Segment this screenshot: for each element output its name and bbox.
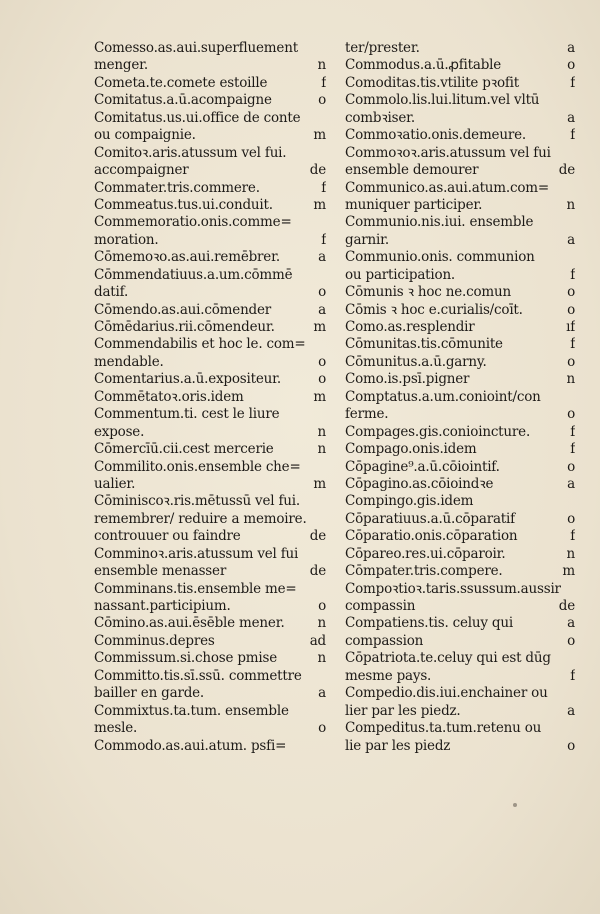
entry-text: Compago.onis.idem — [345, 441, 477, 458]
ink-speck — [513, 803, 517, 807]
dictionary-line — [94, 336, 326, 353]
gender-mark: a — [567, 40, 575, 56]
dictionary-line — [345, 110, 575, 127]
entry-text: Comentarius.a.ū.expositeur. — [94, 371, 282, 388]
dictionary-line — [94, 110, 326, 127]
gender-mark: de — [558, 162, 575, 179]
entry-text: Compingo.gis.idem — [345, 493, 474, 510]
entry-text: Commemoratio.onis.comme= — [94, 214, 292, 231]
gender-mark: n — [566, 545, 575, 562]
gender-mark: n — [566, 371, 575, 388]
gender-mark: f — [570, 336, 575, 353]
dictionary-line — [94, 284, 326, 301]
gender-mark: f — [570, 423, 575, 440]
entry-text: combꝛiser. — [345, 109, 416, 126]
gender-mark — [571, 650, 575, 667]
gender-mark — [322, 110, 326, 127]
dictionary-line — [345, 371, 575, 388]
dictionary-line — [94, 214, 326, 231]
gender-mark — [571, 685, 575, 702]
gender-mark — [322, 145, 326, 162]
entry-text: Commissum.si.chose pmise — [94, 650, 278, 667]
dictionary-line — [345, 668, 575, 685]
entry-text: Cōmunis ꝛ hoc ne.comun — [345, 284, 512, 301]
gender-mark: o — [318, 284, 326, 301]
gender-mark — [322, 581, 326, 598]
gender-mark: o — [567, 458, 575, 475]
gender-mark: m — [313, 475, 326, 492]
dictionary-line — [345, 197, 575, 214]
dictionary-line — [94, 476, 326, 493]
entry-text: controuuer ou faindre — [94, 528, 241, 545]
entry-text: ensemble demourer — [345, 162, 479, 179]
entry-text: Committo.tis.sī.ssū. commettre — [94, 667, 302, 684]
entry-text: Cōminiscoꝛ.ris.mētussū vel fui. — [94, 493, 300, 510]
gender-mark: n — [317, 423, 326, 440]
dictionary-line — [94, 232, 326, 249]
entry-text: Cōmēdarius.rii.cōmendeur. — [94, 319, 275, 335]
entry-text: Cōmunitas.tis.cōmunite — [345, 336, 503, 353]
dictionary-line — [94, 180, 326, 197]
gender-mark — [571, 581, 575, 598]
entry-text: Compeditus.ta.tum.retenu ou — [345, 720, 542, 737]
dictionary-line — [94, 563, 326, 580]
dictionary-line — [345, 703, 575, 720]
dictionary-line — [94, 249, 326, 266]
entry-text: Cōparatio.onis.cōparation — [345, 528, 518, 545]
entry-text: Comesso.as.aui.superfluement — [94, 40, 298, 56]
dictionary-line — [94, 546, 326, 563]
entry-text: Cōmendo.as.aui.cōmender — [94, 301, 272, 318]
dictionary-line — [94, 738, 326, 755]
entry-text: menger. — [94, 57, 148, 74]
dictionary-line — [94, 40, 330, 57]
gender-mark: o — [567, 632, 575, 649]
dictionary-line — [345, 406, 575, 423]
entry-text: Commixtus.ta.tum. ensemble — [94, 702, 289, 719]
dictionary-line — [345, 476, 575, 493]
gender-mark: o — [567, 406, 575, 423]
gender-mark — [571, 389, 575, 406]
gender-mark: a — [318, 685, 326, 702]
dictionary-line — [94, 319, 326, 336]
gender-mark: de — [309, 563, 326, 580]
dictionary-line — [345, 511, 575, 528]
entry-text: Commoꝛatio.onis.demeure. — [345, 127, 526, 144]
entry-text: Commodo.as.aui.atum. psfi= — [94, 737, 287, 754]
entry-text: Compedio.dis.iui.enchainer ou — [345, 685, 548, 702]
dictionary-line — [94, 197, 326, 214]
dictionary-line — [94, 92, 326, 109]
gender-mark: o — [318, 92, 326, 109]
entry-text: Commilito.onis.ensemble che= — [94, 458, 301, 475]
dictionary-line — [345, 40, 575, 57]
gender-mark: n — [566, 196, 575, 213]
dictionary-line — [345, 57, 575, 74]
gender-mark: o — [567, 353, 575, 370]
gender-mark: a — [318, 301, 326, 318]
dictionary-line — [94, 441, 326, 458]
dictionary-line — [94, 127, 326, 144]
dictionary-line — [345, 145, 575, 162]
entry-text: expose. — [94, 423, 145, 440]
entry-text: compassion — [345, 632, 424, 649]
dictionary-line — [345, 232, 575, 249]
entry-text: lier par les piedz. — [345, 702, 461, 719]
gender-mark: o — [567, 301, 575, 318]
gender-mark: n — [317, 57, 326, 74]
gender-mark: o — [318, 353, 326, 370]
dictionary-line — [94, 145, 326, 162]
dictionary-line — [94, 75, 326, 92]
dictionary-line — [345, 493, 575, 510]
entry-text: bailler en garde. — [94, 685, 205, 702]
gender-mark — [571, 720, 575, 737]
dictionary-line — [94, 581, 326, 598]
entry-text: ualier. — [94, 475, 136, 492]
entry-text: Cometa.te.comete estoille — [94, 74, 268, 91]
gender-mark: a — [318, 249, 326, 266]
dictionary-line — [94, 354, 326, 371]
gender-mark — [571, 180, 575, 197]
entry-text: lie par les piedz — [345, 737, 451, 754]
dictionary-line — [345, 720, 575, 737]
dictionary-line — [345, 162, 575, 179]
entry-text: ou compaignie. — [94, 127, 196, 144]
dictionary-line — [345, 441, 575, 458]
entry-text: ensemble menasser — [94, 563, 227, 580]
dictionary-line — [345, 738, 575, 755]
entry-text: Cōmunitus.a.ū.garny. — [345, 353, 487, 370]
entry-text: Comptatus.a.um.conioint/con — [345, 388, 541, 405]
gender-mark: o — [567, 737, 575, 754]
entry-text: ou participation. — [345, 266, 456, 283]
entry-text: Cōparatiuus.a.ū.cōparatif — [345, 510, 515, 527]
entry-text: datif. — [94, 284, 129, 301]
entry-text: ferme. — [345, 406, 389, 423]
gender-mark — [571, 145, 575, 162]
dictionary-line — [345, 127, 575, 144]
gender-mark — [322, 214, 326, 231]
dictionary-line — [345, 546, 575, 563]
right-column — [345, 40, 575, 755]
dictionary-line — [94, 615, 326, 632]
dictionary-line — [345, 581, 575, 598]
dictionary-line — [345, 214, 575, 231]
gender-mark: f — [570, 74, 575, 91]
gender-mark: f — [570, 528, 575, 545]
dictionary-line — [345, 319, 575, 336]
dictionary-line — [345, 389, 575, 406]
entry-text: Cōmpater.tris.compere. — [345, 563, 503, 580]
dictionary-line — [345, 267, 575, 284]
dictionary-line — [94, 459, 326, 476]
entry-text: Comitoꝛ.aris.atussum vel fui. — [94, 144, 287, 161]
entry-text: Commentum.ti. cest le liure — [94, 406, 280, 423]
entry-text: Compatiens.tis. celuy qui — [345, 615, 513, 632]
entry-text: Cōpatriota.te.celuy qui est dūg — [345, 650, 551, 667]
dictionary-line — [94, 511, 326, 528]
dictionary-line — [345, 249, 575, 266]
gender-mark: o — [318, 371, 326, 388]
gender-mark — [322, 459, 326, 476]
dictionary-line — [94, 162, 326, 179]
entry-text: muniquer participer. — [345, 196, 483, 213]
gender-mark: ıf — [566, 319, 575, 335]
gender-mark: m — [313, 319, 326, 335]
gender-mark: m — [313, 127, 326, 144]
dictionary-line — [345, 92, 575, 109]
gender-mark: o — [567, 57, 575, 74]
dictionary-line — [94, 493, 326, 510]
gender-mark — [571, 249, 575, 266]
gender-mark: m — [313, 196, 326, 213]
dictionary-line — [94, 650, 326, 667]
entry-text: accompaigner — [94, 162, 189, 179]
entry-text: Cōmercīū.cii.cest mercerie — [94, 441, 274, 458]
entry-text: Comminus.depres — [94, 632, 215, 649]
dictionary-line — [94, 720, 326, 737]
gender-mark: a — [567, 615, 575, 632]
dictionary-line — [94, 633, 326, 650]
entry-text: Cōpagine⁹.a.ū.cōiointif. — [345, 458, 500, 475]
gender-mark — [322, 336, 326, 353]
gender-mark — [322, 493, 326, 510]
dictionary-line — [345, 336, 575, 353]
dictionary-line — [345, 75, 575, 92]
dictionary-line — [94, 57, 326, 74]
dictionary-line — [94, 598, 326, 615]
dictionary-line — [94, 685, 326, 702]
dictionary-line — [345, 180, 575, 197]
entry-text: compassin — [345, 598, 416, 614]
entry-text: Commendabilis et hoc le. com= — [94, 336, 306, 353]
entry-text: Compoꝛtioꝛ.taris.ssussum.aussir — [345, 580, 561, 597]
gender-mark: o — [567, 510, 575, 527]
entry-text: mesme pays. — [345, 667, 432, 684]
dictionary-line — [345, 354, 575, 371]
gender-mark: f — [321, 231, 326, 248]
dictionary-line — [345, 424, 575, 441]
gender-mark — [322, 668, 326, 685]
dictionary-line — [94, 424, 326, 441]
gender-mark — [322, 267, 326, 284]
gender-mark: f — [570, 266, 575, 283]
dictionary-line — [345, 563, 575, 580]
gender-mark: a — [567, 231, 575, 248]
entry-text: Compages.gis.conioincture. — [345, 423, 531, 440]
entry-text: Cōpareo.res.ui.cōparoir. — [345, 545, 506, 562]
dictionary-line — [345, 302, 575, 319]
gender-mark: o — [318, 598, 326, 614]
entry-text: Cōmmendatiuus.a.um.cōmmē — [94, 266, 293, 283]
entry-text: mendable. — [94, 353, 164, 370]
dictionary-line — [345, 633, 575, 650]
dictionary-line — [345, 528, 575, 545]
gender-mark: a — [567, 109, 575, 126]
entry-text: Commolo.lis.lui.litum.vel vltū — [345, 92, 540, 109]
gender-mark — [326, 40, 330, 57]
dictionary-line — [345, 650, 575, 667]
gender-mark: a — [567, 702, 575, 719]
entry-text: remembrer/ reduire a memoire. — [94, 510, 307, 527]
gender-mark: de — [309, 528, 326, 545]
gender-mark: f — [321, 74, 326, 91]
entry-text: mesle. — [94, 720, 138, 737]
gender-mark — [322, 703, 326, 720]
entry-text: Como.is.psī.pigner — [345, 371, 470, 388]
gender-mark: n — [317, 650, 326, 667]
gender-mark — [322, 546, 326, 563]
gender-mark — [322, 738, 326, 755]
gender-mark: n — [317, 615, 326, 632]
gender-mark: f — [321, 179, 326, 196]
dictionary-line — [345, 598, 575, 615]
entry-text: Commoꝛoꝛ.aris.atussum vel fui — [345, 144, 551, 161]
gender-mark: ad — [309, 632, 326, 649]
entry-text: garnir. — [345, 231, 390, 248]
gender-mark: o — [318, 720, 326, 737]
dictionary-line — [94, 406, 326, 423]
gender-mark: f — [570, 441, 575, 458]
gender-mark: de — [309, 162, 326, 179]
entry-text: moration. — [94, 231, 159, 248]
entry-text: Cōmino.as.aui.ēsēble mener. — [94, 615, 285, 632]
gender-mark — [571, 92, 575, 109]
entry-text: Commodus.a.ū.ꝓfitable — [345, 57, 502, 74]
gender-mark: f — [570, 127, 575, 144]
gender-mark: f — [570, 667, 575, 684]
entry-text: Communio.onis. communion — [345, 249, 535, 266]
dictionary-line — [94, 389, 326, 406]
gender-mark — [322, 511, 326, 528]
dictionary-line — [94, 302, 326, 319]
entry-text: nassant.participium. — [94, 598, 231, 614]
gender-mark — [571, 493, 575, 510]
dictionary-line — [345, 685, 575, 702]
entry-text: Comminoꝛ.aris.atussum vel fui — [94, 545, 299, 562]
entry-text: Communico.as.aui.atum.com= — [345, 179, 549, 196]
entry-text: Cōpagino.as.cōioindꝛe — [345, 475, 494, 492]
entry-text: ter/prester. — [345, 40, 420, 56]
gender-mark — [571, 214, 575, 231]
entry-text: Comoditas.tis.vtilite pꝛofit — [345, 74, 520, 91]
entry-text: Como.as.resplendir — [345, 319, 475, 335]
gender-mark: a — [567, 475, 575, 492]
dictionary-line — [345, 615, 575, 632]
gender-mark: m — [562, 563, 575, 580]
left-column — [94, 40, 326, 755]
gender-mark: n — [317, 441, 326, 458]
entry-text: Communio.nis.iui. ensemble — [345, 214, 534, 231]
dictionary-line — [94, 371, 326, 388]
gender-mark: o — [567, 284, 575, 301]
entry-text: Comminans.tis.ensemble me= — [94, 580, 297, 597]
entry-text: Cōmemoꝛo.as.aui.remēbrer. — [94, 249, 280, 266]
gender-mark: de — [558, 598, 575, 614]
entry-text: Commētatoꝛ.oris.idem — [94, 388, 244, 405]
entry-text: Comitatus.a.ū.acompaigne — [94, 92, 272, 109]
gender-mark: m — [313, 388, 326, 405]
dictionary-line — [94, 528, 326, 545]
gender-mark — [322, 406, 326, 423]
dictionary-line — [94, 267, 326, 284]
entry-text: Comitatus.us.ui.office de conte — [94, 109, 301, 126]
entry-text: Commeatus.tus.ui.conduit. — [94, 196, 273, 213]
entry-text: Commater.tris.commere. — [94, 179, 260, 196]
dictionary-line — [94, 703, 326, 720]
dictionary-line — [94, 668, 326, 685]
dictionary-line — [345, 459, 575, 476]
entry-text: Cōmis ꝛ hoc e.curialis/coīt. — [345, 301, 523, 318]
dictionary-line — [345, 284, 575, 301]
